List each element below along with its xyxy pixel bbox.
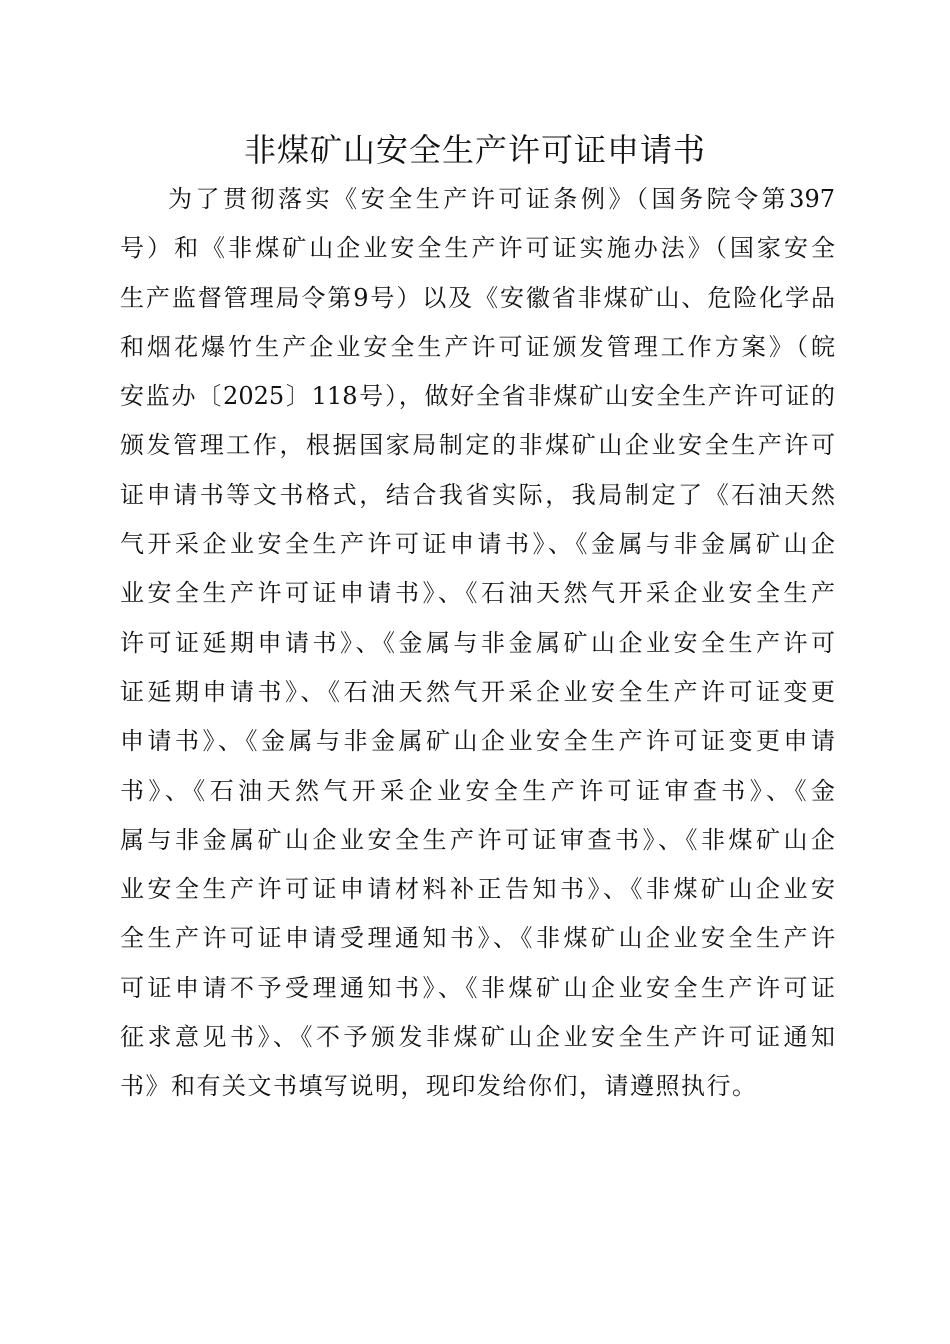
paragraph-line: 书》和有关文书填写说明，现印发给你们，请遵照执行。	[120, 1072, 758, 1101]
paragraph-line: 属与非金属矿山企业安全生产许可证审查书》、《非煤矿山企	[120, 825, 835, 854]
paragraph-line: 号）和《非煤矿山企业安全生产许可证实施办法》（国家安全	[120, 234, 835, 263]
paragraph-line: 可证申请不予受理通知书》、《非煤矿山企业安全生产许可证	[120, 973, 835, 1002]
paragraph-line: 气开采企业安全生产许可证申请书》、《金属与非金属矿山企	[120, 530, 835, 559]
paragraph-line: 生产监督管理局令第9号）以及《安徽省非煤矿山、危险化学品	[120, 283, 835, 312]
paragraph-line: 和烟花爆竹生产企业安全生产许可证颁发管理工作方案》（皖	[120, 332, 835, 361]
body-paragraph	[120, 175, 835, 1112]
paragraph-line: 许可证延期申请书》、《金属与非金属矿山企业安全生产许可	[120, 628, 835, 657]
paragraph-line: 征求意见书》、《不予颁发非煤矿山企业安全生产许可证通知	[120, 1023, 835, 1052]
document-title: 非煤矿山安全生产许可证申请书	[243, 131, 706, 169]
paragraph-line: 全生产许可证申请受理通知书》、《非煤矿山企业安全生产许	[120, 924, 835, 953]
paragraph-line: 颁发管理工作，根据国家局制定的非煤矿山企业安全生产许可	[120, 431, 835, 460]
paragraph-line: 证申请书等文书格式，结合我省实际，我局制定了《石油天然	[120, 480, 835, 509]
paragraph-line: 为了贯彻落实《安全生产许可证条例》（国务院令第397	[168, 185, 835, 213]
paragraph-line: 书》、《石油天然气开采企业安全生产许可证审查书》、《金	[120, 776, 835, 805]
paragraph-line: 业安全生产许可证申请书》、《石油天然气开采企业安全生产	[120, 579, 835, 608]
paragraph-line: 申请书》、《金属与非金属矿山企业安全生产许可证变更申请	[120, 727, 835, 756]
paragraph-line: 业安全生产许可证申请材料补正告知书》、《非煤矿山企业安	[120, 875, 835, 904]
paragraph-line: 证延期申请书》、《石油天然气开采企业安全生产许可证变更	[120, 677, 835, 706]
paragraph-line: 安监办〔2025〕118号），做好全省非煤矿山安全生产许可证的	[120, 382, 835, 411]
